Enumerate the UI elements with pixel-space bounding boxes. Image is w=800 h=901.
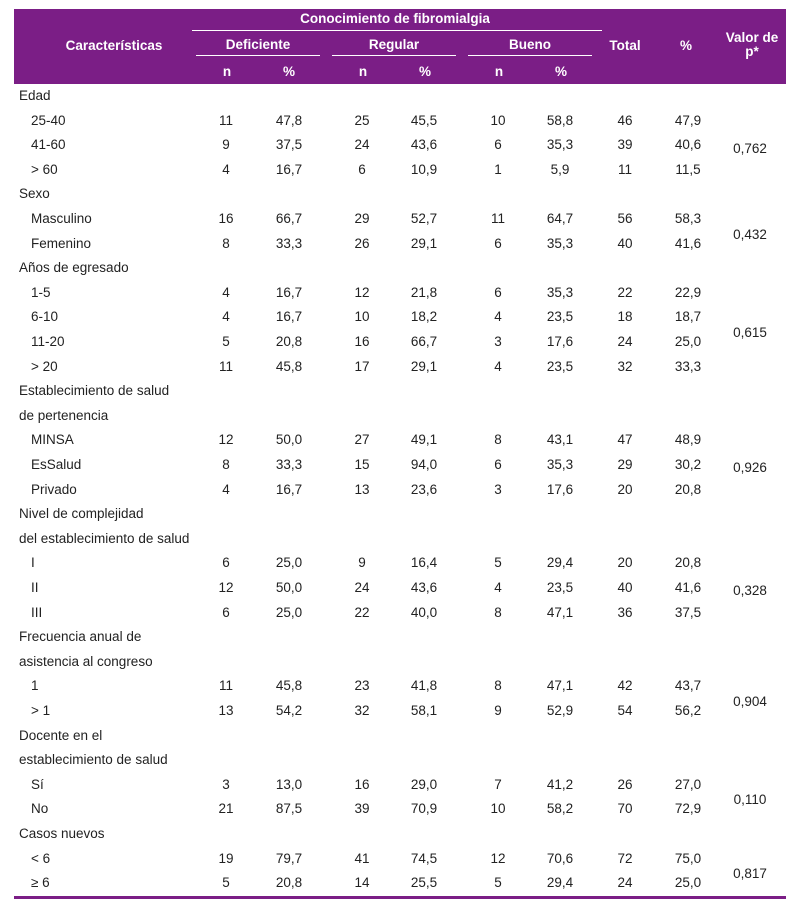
row-value: 33,3 (275, 235, 303, 251)
header-total: Total (609, 38, 641, 53)
row-value: 87,5 (275, 801, 303, 817)
row-value: 6 (494, 235, 502, 251)
row-value: 54 (617, 703, 633, 718)
p-value: 0,432 (733, 226, 767, 242)
row-value: 6 (222, 604, 230, 620)
row-value: 23 (354, 678, 370, 694)
row-value: 47,9 (674, 112, 702, 128)
section-title: Casos nuevos (19, 826, 105, 841)
header-underline-bueno (468, 55, 592, 56)
row-value: 56 (617, 211, 633, 226)
section-title: Docente en el (19, 727, 103, 743)
row-value: 43,1 (546, 432, 574, 448)
row-value: 16,7 (275, 284, 303, 300)
row-value: 3 (494, 334, 502, 349)
row-value: 13 (218, 703, 234, 718)
row-value: 52,9 (546, 703, 574, 718)
row-value: 35,3 (546, 137, 574, 153)
row-value: 6 (494, 137, 502, 153)
row-label: I (31, 555, 35, 571)
row-value: 79,7 (275, 850, 303, 866)
row-value: 37,5 (275, 137, 303, 153)
row-label: 1-5 (31, 284, 51, 300)
row-value: 9 (494, 703, 502, 718)
row-value: 41,2 (546, 776, 574, 792)
row-value: 10,9 (410, 161, 438, 177)
row-value: 21 (218, 801, 234, 817)
row-value: 5 (222, 334, 230, 349)
row-value: 46 (617, 112, 633, 128)
row-value: 18,2 (410, 309, 438, 325)
table-header (14, 9, 786, 84)
row-value: 56,2 (674, 703, 702, 718)
row-value: 4 (222, 161, 230, 177)
row-label: 1 (31, 678, 39, 694)
header-pct: % (679, 38, 692, 53)
row-value: 36 (617, 604, 633, 620)
row-value: 4 (494, 580, 502, 595)
row-label: Privado (31, 481, 77, 497)
row-label: > 1 (31, 703, 51, 718)
row-value: 5 (494, 875, 502, 891)
section-title: Frecuencia anual de (19, 629, 142, 645)
row-value: 47,1 (546, 678, 574, 694)
section-title: Establecimiento de salud (19, 383, 170, 399)
row-value: 4 (222, 284, 230, 300)
row-value: 3 (222, 776, 230, 792)
row-value: 58,3 (674, 211, 702, 226)
row-value: 23,5 (546, 309, 574, 325)
row-value: 26 (617, 776, 633, 792)
row-value: 35,3 (546, 284, 574, 300)
row-value: 20,8 (275, 334, 303, 349)
row-value: 8 (494, 678, 502, 694)
row-value: 66,7 (410, 334, 438, 349)
row-label: 25-40 (31, 112, 66, 128)
row-value: 23,5 (546, 358, 574, 374)
row-value: 9 (222, 137, 230, 153)
row-value: 17,6 (546, 481, 574, 497)
header-group-title: Conocimiento de fibromialgia (300, 11, 490, 26)
row-value: 12 (218, 580, 234, 595)
row-value: 9 (358, 555, 366, 571)
row-value: 27,0 (674, 776, 702, 792)
row-value: 12 (354, 284, 370, 300)
row-value: 16 (354, 776, 370, 792)
p-value: 0,328 (733, 583, 767, 599)
row-value: 5,9 (550, 161, 570, 177)
row-label: 41-60 (31, 137, 66, 153)
row-label: Sí (31, 776, 44, 792)
header-level-regular: Regular (368, 37, 420, 52)
row-value: 4 (494, 309, 502, 325)
row-value: 20,8 (275, 875, 303, 891)
row-label: > 60 (31, 161, 58, 177)
row-value: 94,0 (410, 457, 438, 472)
row-value: 72,9 (674, 801, 702, 817)
row-value: 25 (354, 112, 370, 128)
row-value: 8 (222, 235, 230, 251)
row-value: 47 (617, 432, 633, 448)
row-value: 75,0 (674, 850, 702, 866)
p-value: 0,110 (733, 792, 767, 808)
row-value: 39 (354, 801, 370, 817)
row-value: 13,0 (275, 776, 303, 792)
header-pvalue: Valor de p* (725, 30, 779, 59)
row-value: 1 (494, 161, 502, 177)
row-value: 11 (218, 358, 233, 374)
row-value: 12 (490, 850, 506, 866)
row-value: 16,7 (275, 309, 303, 325)
row-value: 29,0 (410, 776, 438, 792)
row-value: 7 (494, 776, 502, 792)
row-label: > 20 (31, 358, 58, 374)
row-label: EsSalud (31, 457, 82, 472)
row-value: 10 (490, 801, 506, 817)
header-sub-n: n (494, 64, 504, 79)
row-value: 40,0 (410, 604, 438, 620)
header-sub-pct: % (554, 64, 567, 79)
row-value: 4 (494, 358, 502, 374)
row-value: 74,5 (410, 850, 438, 866)
section-title: Edad (19, 88, 51, 103)
row-value: 29,1 (410, 235, 438, 251)
header-sub-n: n (358, 64, 368, 79)
row-value: 13 (354, 481, 370, 497)
row-value: 6 (494, 284, 502, 300)
row-label: 6-10 (31, 309, 59, 325)
row-value: 58,1 (410, 703, 438, 718)
header-level-bueno: Bueno (509, 37, 551, 52)
row-value: 17,6 (546, 334, 574, 349)
row-value: 16,7 (275, 161, 303, 177)
row-value: 37,5 (674, 604, 702, 620)
row-value: 45,5 (410, 112, 438, 128)
row-value: 25,0 (674, 334, 702, 349)
row-value: 58,2 (546, 801, 574, 817)
row-value: 49,1 (410, 432, 438, 448)
row-value: 6 (358, 161, 366, 177)
row-value: 12 (218, 432, 234, 448)
row-value: 16,7 (275, 481, 303, 497)
row-label: < 6 (31, 850, 51, 866)
row-value: 35,3 (546, 457, 574, 472)
row-value: 11 (617, 161, 632, 177)
row-label: ≥ 6 (31, 875, 50, 891)
row-value: 25,0 (674, 875, 702, 891)
row-value: 20,8 (674, 555, 702, 571)
row-value: 22,9 (674, 284, 702, 300)
row-value: 32 (617, 358, 633, 374)
row-value: 20 (617, 481, 633, 497)
section-title: asistencia al congreso (19, 653, 153, 669)
row-label: 11-20 (31, 334, 65, 349)
row-value: 19 (218, 850, 234, 866)
row-value: 17 (354, 358, 370, 374)
row-value: 8 (494, 432, 502, 448)
row-value: 47,1 (546, 604, 574, 620)
row-value: 16 (218, 211, 234, 226)
header-underline-regular (332, 55, 456, 56)
row-value: 20,8 (674, 481, 702, 497)
row-value: 5 (222, 875, 230, 891)
row-value: 8 (494, 604, 502, 620)
row-value: 24 (617, 875, 633, 891)
section-title: del establecimiento de salud (19, 530, 190, 546)
row-value: 43,7 (674, 678, 702, 694)
row-value: 11 (218, 678, 233, 694)
section-title: de pertenencia (19, 407, 109, 423)
row-value: 43,6 (410, 137, 438, 153)
row-value: 22 (354, 604, 370, 620)
section-title: Sexo (19, 186, 50, 202)
row-value: 43,6 (410, 580, 438, 595)
row-value: 66,7 (275, 211, 303, 226)
header-underline-deficiente (196, 55, 320, 56)
row-value: 21,8 (410, 284, 438, 300)
row-label: II (31, 580, 39, 595)
row-value: 29,4 (546, 875, 574, 891)
row-value: 14 (354, 875, 370, 891)
row-value: 11 (218, 112, 233, 128)
row-value: 6 (222, 555, 230, 571)
row-value: 33,3 (275, 457, 303, 472)
row-value: 15 (354, 457, 370, 472)
section-title: Nivel de complejidad (19, 506, 144, 522)
row-value: 25,0 (275, 555, 303, 571)
row-value: 40,6 (674, 137, 702, 153)
section-title: establecimiento de salud (19, 752, 168, 768)
row-value: 20 (617, 555, 633, 571)
row-label: No (31, 801, 49, 817)
row-value: 25,5 (410, 875, 438, 891)
header-sub-n: n (222, 64, 232, 79)
row-value: 45,8 (275, 358, 303, 374)
row-value: 23,5 (546, 580, 574, 595)
row-value: 4 (222, 481, 230, 497)
row-value: 41,6 (674, 235, 702, 251)
row-value: 29 (354, 211, 370, 226)
p-value: 0,817 (733, 866, 767, 882)
row-value: 47,8 (275, 112, 303, 128)
row-value: 27 (354, 432, 370, 448)
row-value: 45,8 (275, 678, 303, 694)
row-value: 50,0 (275, 580, 303, 595)
row-value: 32 (354, 703, 370, 718)
row-value: 33,3 (674, 358, 702, 374)
p-value: 0,762 (733, 140, 767, 156)
row-value: 24 (354, 137, 370, 153)
row-value: 26 (354, 235, 370, 251)
row-value: 29,1 (410, 358, 438, 374)
section-title: Años de egresado (19, 260, 129, 276)
row-value: 48,9 (674, 432, 702, 448)
header-divider (192, 30, 602, 31)
row-value: 30,2 (674, 457, 702, 472)
row-label: III (31, 604, 43, 620)
row-value: 5 (494, 555, 502, 571)
row-value: 42 (617, 678, 633, 694)
row-value: 41,6 (674, 580, 702, 595)
row-value: 40 (617, 580, 633, 595)
row-value: 6 (494, 457, 502, 472)
row-value: 25,0 (275, 604, 303, 620)
p-value: 0,926 (733, 460, 767, 476)
row-value: 10 (354, 309, 370, 325)
row-value: 11,5 (675, 161, 701, 177)
row-value: 11 (490, 211, 505, 226)
row-value: 70,6 (546, 850, 574, 866)
row-value: 64,7 (546, 211, 574, 226)
row-value: 70 (617, 801, 633, 817)
row-value: 40 (617, 235, 633, 251)
row-value: 24 (617, 334, 633, 349)
header-characteristics: Características (65, 38, 163, 53)
p-value: 0,904 (733, 694, 767, 709)
header-sub-pct: % (418, 64, 431, 79)
row-value: 16,4 (410, 555, 438, 571)
row-value: 70,9 (410, 801, 438, 817)
row-value: 41 (354, 850, 370, 866)
row-value: 4 (222, 309, 230, 325)
row-label: Masculino (31, 211, 92, 226)
row-value: 54,2 (275, 703, 303, 718)
row-value: 23,6 (410, 481, 438, 497)
p-value: 0,615 (733, 325, 767, 340)
row-value: 41,8 (410, 678, 438, 694)
row-value: 24 (354, 580, 370, 595)
row-value: 29 (617, 457, 633, 472)
row-value: 3 (494, 481, 502, 497)
row-value: 18,7 (674, 309, 702, 325)
row-value: 39 (617, 137, 633, 153)
row-value: 10 (490, 112, 506, 128)
header-sub-pct: % (282, 64, 295, 79)
row-value: 52,7 (410, 211, 438, 226)
row-value: 50,0 (275, 432, 303, 448)
bottom-rule (14, 896, 786, 899)
row-value: 72 (617, 850, 633, 866)
row-value: 8 (222, 457, 230, 472)
row-label: MINSA (31, 432, 74, 448)
row-value: 18 (617, 309, 633, 325)
row-value: 35,3 (546, 235, 574, 251)
header-level-deficiente: Deficiente (225, 37, 291, 52)
row-value: 58,8 (546, 112, 574, 128)
row-value: 22 (617, 284, 633, 300)
row-label: Femenino (31, 235, 92, 251)
row-value: 29,4 (546, 555, 574, 571)
row-value: 16 (354, 334, 370, 349)
